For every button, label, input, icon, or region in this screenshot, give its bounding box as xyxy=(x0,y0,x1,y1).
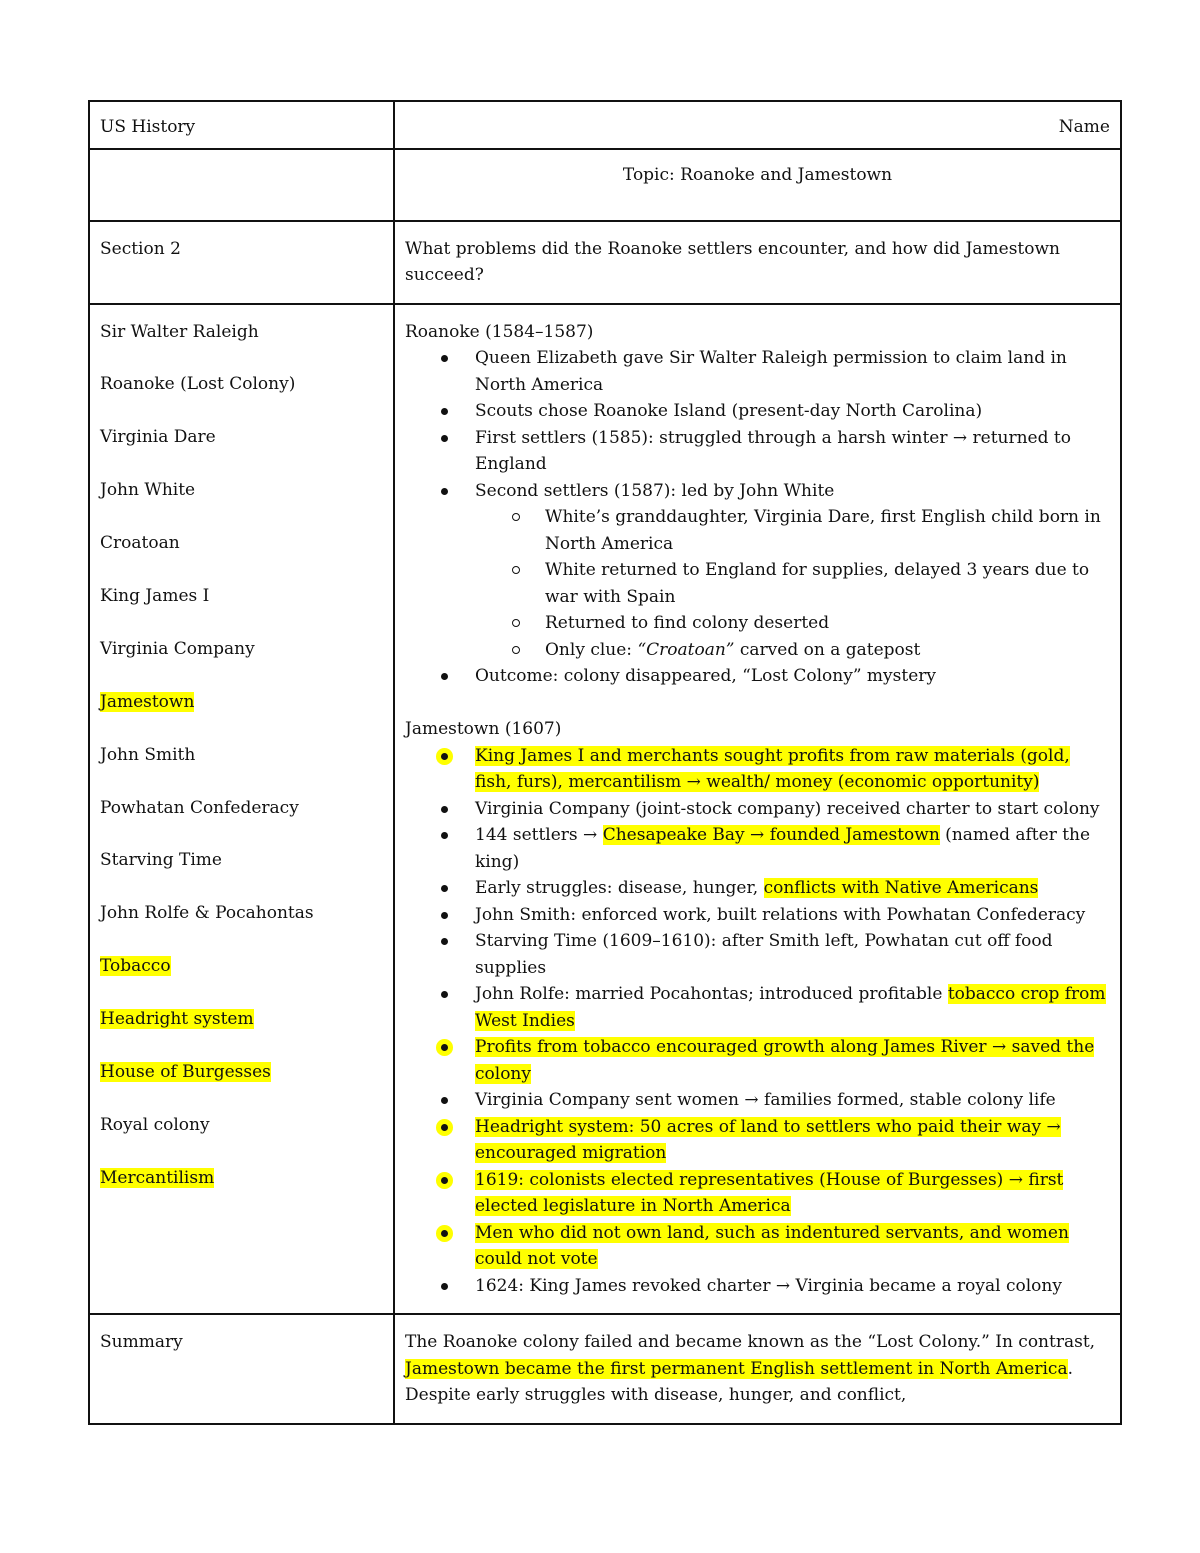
notes-table xyxy=(88,100,1122,1425)
term-item: Virginia Dare xyxy=(100,427,216,448)
term-item: Virginia Company xyxy=(100,638,255,659)
list-item: 1619: colonists elected representatives (House of Burgesses) → first elected legislature in North America xyxy=(475,1167,1110,1220)
term-item: Tobacco xyxy=(100,956,171,977)
jamestown-list xyxy=(405,743,1110,1300)
summary-text: The Roanoke colony failed and became known as the “Lost Colony.” In contrast, Jamestown became the first permanent English settlement in North America. Despite early struggles with disease, hunger, and conflict, xyxy=(405,1332,1096,1405)
summary-row xyxy=(90,1313,1120,1423)
list-item: Headright system: 50 acres of land to settlers who paid their way → encouraged migration xyxy=(475,1114,1110,1167)
term-item: Royal colony xyxy=(100,1114,210,1135)
list-item: John Rolfe: married Pocahontas; introduced profitable tobacco crop from West Indies xyxy=(475,981,1110,1034)
summary-label: Summary xyxy=(90,1315,395,1423)
roanoke-list xyxy=(405,345,1110,690)
list-item: Early struggles: disease, hunger, conflicts with Native Americans xyxy=(475,875,1110,902)
list-item: Virginia Company sent women → families formed, stable colony life xyxy=(475,1087,1110,1114)
term-item: Mercantilism xyxy=(100,1167,215,1188)
key-terms xyxy=(90,305,395,1314)
section-label: Section 2 xyxy=(90,222,395,303)
list-item: Starving Time (1609–1610): after Smith left, Powhatan cut off food supplies xyxy=(475,928,1110,981)
term-item: Starving Time xyxy=(100,850,222,871)
term-item: Sir Walter Raleigh xyxy=(100,321,259,342)
list-item: Queen Elizabeth gave Sir Walter Raleigh permission to claim land in North America xyxy=(475,345,1110,398)
list-item: King James I and merchants sought profits from raw materials (gold, fish, furs), mercantilism → wealth/ money (economic opportunity) xyxy=(475,743,1110,796)
term-item: Croatoan xyxy=(100,533,180,554)
list-item: John Smith: enforced work, built relations with Powhatan Confederacy xyxy=(475,902,1110,929)
list-item: Profits from tobacco encouraged growth along James River → saved the colony xyxy=(475,1034,1110,1087)
roanoke-sublist xyxy=(475,504,1110,663)
list-item: Virginia Company (joint-stock company) received charter to start colony xyxy=(475,796,1110,823)
section-row xyxy=(90,220,1120,303)
term-item: Roanoke (Lost Colony) xyxy=(100,374,296,395)
term-item: Powhatan Confederacy xyxy=(100,797,299,818)
list-item: Scouts chose Roanoke Island (present-day North Carolina) xyxy=(475,398,1110,425)
term-item: King James I xyxy=(100,585,210,606)
term-item: John Rolfe & Pocahontas xyxy=(100,903,314,924)
topic-left-cell xyxy=(90,150,395,220)
term-item: John White xyxy=(100,480,196,501)
list-item: Second settlers (1587): led by John White White’s granddaughter, Virginia Dare, first English child born in North America White returned to England for supplies, delayed 3 years due to war with Spain Returned to find colony deserted Only clue: “Croatoan” carved on a gatepost xyxy=(475,478,1110,664)
list-item: 1624: King James revoked charter → Virginia became a royal colony xyxy=(475,1273,1110,1300)
term-item: House of Burgesses xyxy=(100,1061,271,1082)
notes-row xyxy=(90,303,1120,1314)
essential-question: What problems did the Roanoke settlers encounter, and how did Jamestown succeed? xyxy=(405,238,1060,285)
topic-row xyxy=(90,148,1120,220)
term-item: Jamestown xyxy=(100,691,195,712)
sub-list-item: White returned to England for supplies, delayed 3 years due to war with Spain xyxy=(545,557,1110,610)
sub-list-item: Returned to find colony deserted xyxy=(545,610,1110,637)
name-label: Name xyxy=(1058,117,1110,137)
topic-title: Topic: Roanoke and Jamestown xyxy=(622,164,893,185)
term-item: Headright system xyxy=(100,1009,254,1030)
course-label: US History xyxy=(90,102,395,148)
term-item: John Smith xyxy=(100,744,196,765)
notes-content xyxy=(395,305,1120,1314)
list-item: Outcome: colony disappeared, “Lost Colony” mystery xyxy=(475,663,1110,690)
header-row xyxy=(90,102,1120,148)
jamestown-heading: Jamestown (1607) xyxy=(405,719,562,739)
sub-list-item: White’s granddaughter, Virginia Dare, first English child born in North America xyxy=(545,504,1110,557)
list-item: 144 settlers → Chesapeake Bay → founded Jamestown (named after the king) xyxy=(475,822,1110,875)
sub-list-item: Only clue: “Croatoan” carved on a gatepost xyxy=(545,637,1110,664)
roanoke-heading: Roanoke (1584–1587) xyxy=(405,321,594,342)
list-item: Men who did not own land, such as indentured servants, and women could not vote xyxy=(475,1220,1110,1273)
list-item: First settlers (1585): struggled through a harsh winter → returned to England xyxy=(475,425,1110,478)
